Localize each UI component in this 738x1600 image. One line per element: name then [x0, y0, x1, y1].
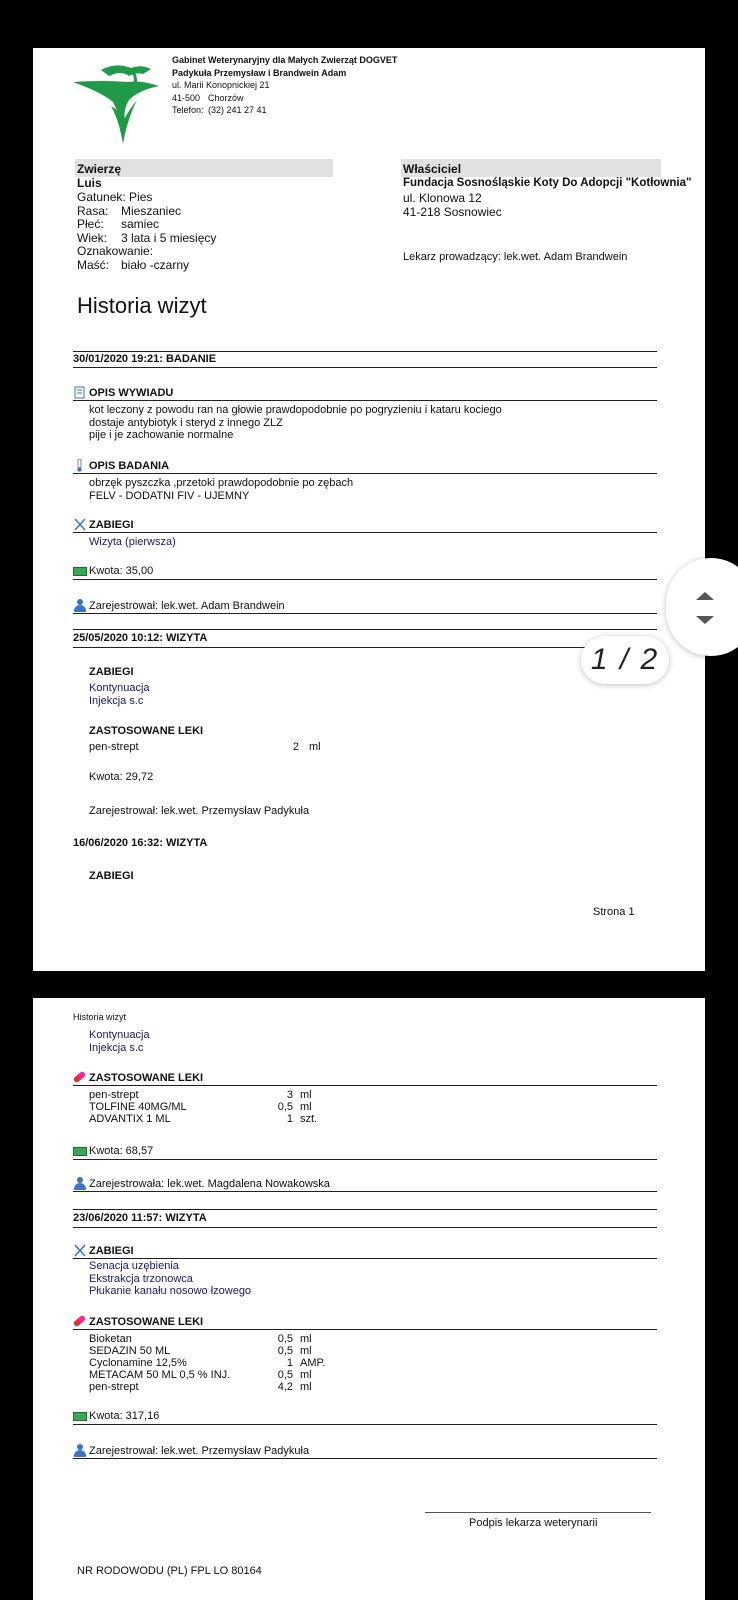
text-line: obrzęk pyszczka ,przetoki prawdopodobnie po zębach	[89, 477, 354, 489]
clinic-name: Gabinet Weterynaryjny dla Małych Zwierząt DOGVET	[172, 55, 398, 65]
amount-row	[73, 1145, 153, 1157]
document-page-2	[33, 998, 705, 1600]
amount-row	[73, 565, 153, 577]
med-unit: ml	[300, 1101, 312, 1113]
visit-header: 23/06/2020 11:57: WIZYTA	[73, 1212, 207, 1224]
procedure-item: Injekcja s.c	[89, 1041, 144, 1054]
amount-row	[73, 1410, 159, 1422]
text-line: kot leczony z powodu ran na głowie prawdopodobnie po pogryzieniu i kataru kociego	[89, 404, 502, 416]
med-name: METACAM 50 ML 0,5 % INJ.	[89, 1369, 231, 1381]
med-row	[89, 741, 349, 754]
procedure-list	[89, 682, 150, 707]
money-icon	[73, 1147, 87, 1156]
procedures-title: ZABIEGI	[89, 666, 134, 678]
user-icon	[73, 599, 87, 612]
scissors-icon	[73, 1244, 87, 1257]
med-name: ADVANTIX 1 ML	[89, 1113, 171, 1125]
signature-label: Podpis lekarza weterynarii	[469, 1517, 598, 1529]
text-line: FELV - DODATNI FIV - UJEMNY	[89, 489, 250, 502]
med-unit: ml	[300, 1345, 312, 1357]
med-unit: ml	[309, 741, 321, 753]
owner-city: 41-218 Sosnowiec	[403, 205, 502, 219]
clinic-owners: Padykuła Przemysław i Brandwein Adam	[172, 67, 347, 78]
meds-section-title	[73, 1071, 203, 1084]
section-label: OPIS WYWIADU	[89, 386, 174, 399]
med-name: TOLFINE 40MG/ML	[89, 1101, 187, 1113]
clinic-street: ul. Marii Konopnickiej 21	[172, 80, 270, 90]
breed-value: Mieszaniec	[121, 203, 182, 218]
meds-title: ZASTOSOWANE LEKI	[89, 725, 204, 737]
registered-row	[73, 599, 285, 612]
page-scroll-control[interactable]	[666, 558, 738, 656]
med-unit: AMP.	[300, 1357, 326, 1369]
animal-fields	[77, 191, 216, 272]
exam-section-title	[73, 459, 169, 472]
amount-value: Kwota: 35,00	[89, 565, 154, 577]
visit-header: 16/06/2020 16:32: WIZYTA	[73, 837, 208, 849]
registered-value: Zarejestrował: lek.wet. Adam Brandwein	[89, 599, 285, 612]
registered-value: Zarejestrował: lek.wet. Przemysław Padykuła	[89, 805, 310, 817]
med-qty: 0,5	[277, 1333, 293, 1345]
attending-doctor: Lekarz prowadzący: lek.wet. Adam Brandwein	[403, 251, 628, 263]
med-unit: ml	[300, 1381, 312, 1393]
field-label: Rasa:	[77, 203, 109, 218]
page-title: Historia wizyt	[77, 293, 207, 318]
procedure-item: Płukanie kanału nosowo łzowego	[89, 1285, 252, 1297]
pill-icon	[73, 1315, 87, 1328]
animal-name: Luis	[77, 176, 102, 190]
procedure-item: Senacja uzębienia	[89, 1260, 179, 1272]
registered-row	[73, 1444, 309, 1457]
field-label: Oznakowanie:	[77, 244, 154, 258]
procedure-item: Wizyta (pierwsza)	[89, 536, 176, 548]
scissors-icon	[73, 518, 87, 531]
med-name: pen-strept	[89, 1089, 139, 1101]
procedures-section-title	[73, 1244, 134, 1257]
color-value: biało -czarny	[121, 257, 190, 272]
user-icon	[73, 1177, 87, 1190]
procedure-list	[89, 1029, 150, 1054]
procedure-list	[89, 1260, 251, 1298]
clinic-logo	[71, 60, 171, 148]
interview-text	[89, 404, 502, 442]
med-unit: ml	[300, 1333, 312, 1345]
user-icon	[73, 1444, 87, 1457]
procedure-item: Kontynuacja	[89, 1029, 150, 1041]
med-name: Cyclonamine 12,5%	[89, 1357, 187, 1369]
med-qty: 0,5	[277, 1101, 293, 1113]
med-qty: 1	[286, 1357, 293, 1369]
clinic-city: Chorzów	[208, 92, 244, 103]
sex-value: samiec	[121, 217, 160, 231]
running-header: Historia wizyt	[73, 1012, 127, 1022]
med-qty: 4,2	[277, 1381, 293, 1393]
visit-header: 30/01/2020 19:21: BADANIE	[73, 353, 217, 365]
section-label: ZASTOSOWANE LEKI	[89, 1315, 204, 1328]
med-name: Bioketan	[89, 1333, 132, 1345]
owner-name: Fundacja Sosnośląskie Koty Do Adopcji "Kotłownia"	[403, 177, 692, 189]
clinic-postcode: 41-500	[172, 92, 201, 103]
owner-header: Właściciel	[401, 159, 661, 177]
pill-icon	[73, 1071, 87, 1084]
meds-section-title	[73, 1315, 203, 1328]
procedures-title: ZABIEGI	[89, 870, 134, 882]
clinic-info	[172, 54, 397, 117]
visit-header: 25/05/2020 10:12: WIZYTA	[73, 632, 208, 644]
procedure-item: Injekcja s.c	[89, 694, 144, 707]
notes-icon	[73, 386, 87, 399]
registered-row	[73, 1177, 330, 1190]
document-page-1	[33, 48, 705, 971]
med-unit: ml	[300, 1369, 312, 1381]
page-number: Strona 1	[593, 906, 635, 918]
text-line: pije i je zachowanie normalne	[89, 429, 234, 441]
age-value: 3 lata i 5 miesięcy	[121, 230, 217, 245]
med-qty: 3	[286, 1089, 293, 1101]
interview-section-title	[73, 386, 173, 399]
med-qty: 0,5	[277, 1345, 293, 1357]
procedure-item: Ekstrakcja trzonowca	[89, 1272, 193, 1285]
med-name: pen-strept	[89, 1381, 139, 1393]
amount-value: Kwota: 29,72	[89, 771, 154, 783]
section-label: ZASTOSOWANE LEKI	[89, 1071, 204, 1084]
procedure-item: Kontynuacja	[89, 682, 150, 694]
med-name: SEDAZIN 50 ML	[89, 1345, 171, 1357]
registered-value: Zarejestrował: lek.wet. Przemysław Padykuła	[89, 1444, 310, 1457]
owner-street: ul. Klonowa 12	[403, 191, 482, 205]
field-label: Maść:	[77, 257, 110, 272]
amount-value: Kwota: 68,57	[89, 1145, 154, 1157]
med-unit: ml	[300, 1089, 312, 1101]
thermometer-icon	[73, 459, 87, 472]
med-qty: 2	[292, 741, 299, 753]
section-label: ZABIEGI	[89, 518, 134, 531]
money-icon	[73, 567, 87, 576]
clinic-phone-label: Telefon:	[172, 105, 204, 115]
field-label: Płeć:	[77, 217, 104, 231]
exam-text	[89, 477, 353, 502]
animal-header: Zwierzę	[75, 159, 333, 177]
page-indicator: 1 / 2	[581, 636, 669, 684]
registered-value: Zarejestrowała: lek.wet. Magdalena Nowakowska	[89, 1177, 330, 1190]
field-label: Gatunek:	[77, 190, 126, 204]
med-unit: szt.	[300, 1113, 318, 1125]
species-value: Pies	[129, 190, 153, 204]
section-label: ZABIEGI	[89, 1244, 134, 1257]
amount-value: Kwota: 317,16	[89, 1410, 160, 1422]
procedures-section-title	[73, 518, 134, 531]
pedigree-number: NR RODOWODU (PL) FPL LO 80164	[77, 1565, 262, 1577]
money-icon	[73, 1412, 87, 1421]
clinic-phone: (32) 241 27 41	[208, 105, 267, 115]
med-name: pen-strept	[89, 741, 139, 753]
med-qty: 0,5	[277, 1369, 293, 1381]
meds-list	[89, 1333, 369, 1397]
meds-list	[89, 1089, 369, 1129]
text-line: dostaje antybiotyk i steryd z innego ZLZ	[89, 416, 283, 429]
chevron-up-down-icon[interactable]	[694, 588, 716, 628]
field-label: Wiek:	[77, 230, 107, 245]
med-qty: 1	[286, 1113, 293, 1125]
section-label: OPIS BADANIA	[89, 459, 170, 472]
